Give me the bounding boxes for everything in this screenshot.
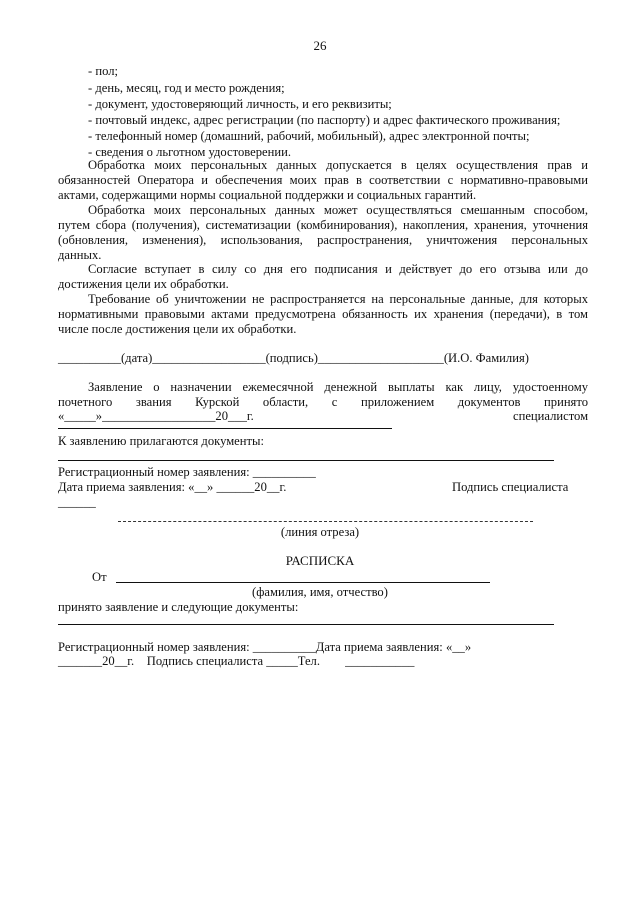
- receipt-bottom-line: _______20__г. Подпись специалиста _____Тел. ___________: [58, 654, 415, 668]
- receipt-title: РАСПИСКА: [285, 553, 355, 568]
- registration-number-field: Регистрационный номер заявления: __________: [58, 465, 316, 479]
- specialist-signature-line: ______: [58, 495, 96, 509]
- reception-date-field: Дата приема заявления: «__» ______20__г.: [58, 480, 287, 494]
- attachments-line: [58, 460, 554, 461]
- application-line: специалистом: [513, 409, 589, 423]
- application-line: почетного звания Курской области, с приложением документов принято: [58, 395, 588, 409]
- page-number: 26: [313, 38, 327, 53]
- paragraph-line: Требование об уничтожении не распространяется на персональные данные, для которых: [88, 292, 588, 306]
- paragraph-line: Обработка моих персональных данных может осуществляться смешанным способом,: [88, 203, 588, 217]
- paragraph-line: данных.: [58, 248, 102, 262]
- paragraph-line: достижения цели их обработки.: [58, 277, 229, 291]
- list-item: - пол;: [88, 64, 118, 78]
- receipt-documents-line: [58, 624, 554, 625]
- receipt-registration-line: Регистрационный номер заявления: __________Дата приема заявления: «__»: [58, 640, 472, 654]
- list-item: - сведения о льготном удостоверении.: [88, 145, 291, 159]
- consent-signature-line: __________(дата)__________________(подпись)____________________(И.О. Фамилия): [58, 351, 529, 365]
- list-item: - телефонный номер (домашний, рабочий, мобильный), адрес электронной почты;: [88, 129, 530, 143]
- paragraph-line: (обновления, изменения), использования, распространения, уничтожения персональных: [58, 233, 588, 247]
- receipt-from-line: [116, 582, 490, 583]
- paragraph-line: Согласие вступает в силу со дня его подписания и действует до его отзыва или до: [88, 262, 588, 276]
- paragraph-line: Обработка моих персональных данных допускается в целях осуществления прав и: [88, 158, 588, 172]
- list-item: - почтовый индекс, адрес регистрации (по паспорту) и адрес фактического проживания;: [88, 113, 561, 127]
- list-item: - день, месяц, год и место рождения;: [88, 81, 285, 95]
- list-item: - документ, удостоверяющий личность, и его реквизиты;: [88, 97, 392, 111]
- paragraph-line: числе после достижения цели их обработки.: [58, 322, 297, 336]
- receipt-from-label: От: [92, 570, 107, 584]
- cut-line-label: (линия отреза): [280, 525, 360, 539]
- paragraph-line: нормативными правовыми актами предусмотрена обязанность их хранения (передачи), в том: [58, 307, 588, 321]
- application-line: Заявление о назначении ежемесячной денежной выплаты как лицу, удостоенному: [88, 380, 588, 394]
- application-date-field: «_____»__________________20___г.: [58, 409, 254, 423]
- receipt-fio-hint: (фамилия, имя, отчество): [252, 585, 388, 599]
- cut-line: [118, 521, 533, 522]
- specialist-line: [58, 428, 392, 429]
- attachments-label: К заявлению прилагаются документы:: [58, 434, 264, 448]
- receipt-accepted-label: принято заявление и следующие документы:: [58, 600, 299, 614]
- specialist-signature-label: Подпись специалиста: [452, 480, 569, 494]
- paragraph-line: путем сбора (получения), систематизации (комбинирования), накопления, хранения, уточнения: [58, 218, 588, 232]
- paragraph-line: актами, содержащими нормы социальной поддержки и социальных гарантий.: [58, 188, 477, 202]
- paragraph-line: обязанностей Оператора и обеспечения моих прав в соответствии с нормативно-правовыми: [58, 173, 588, 187]
